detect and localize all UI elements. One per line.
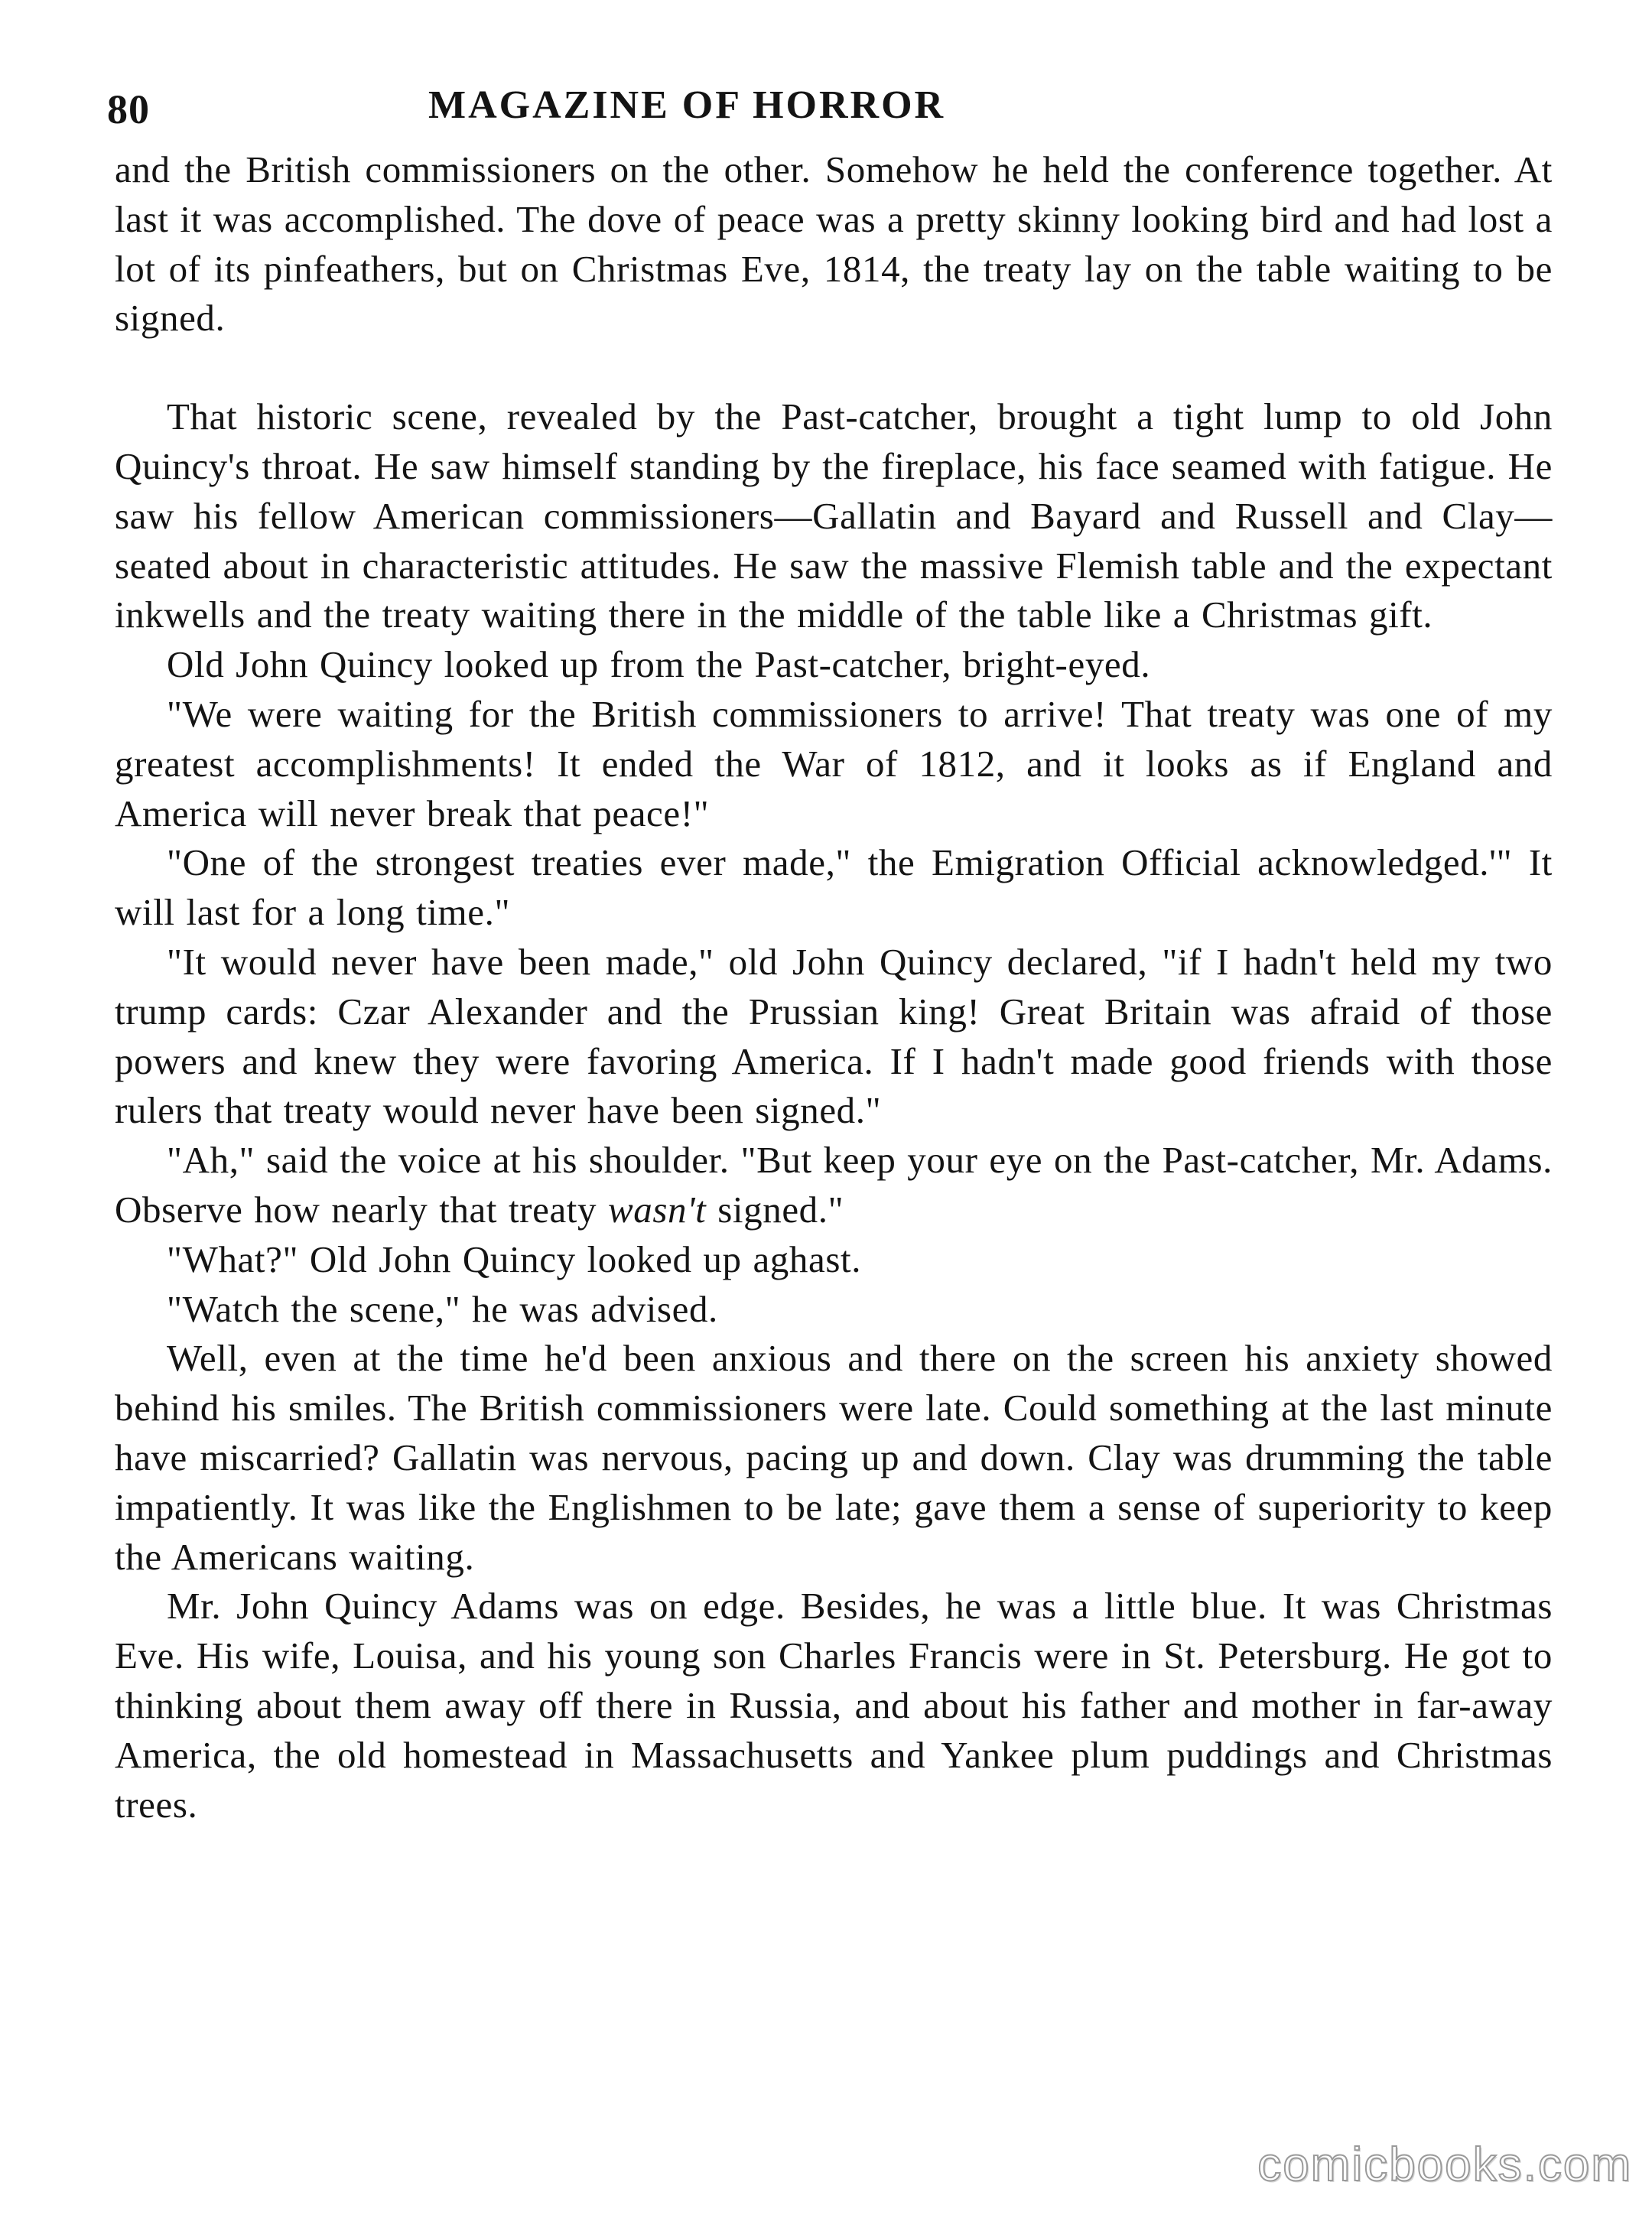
watermark-logo: comicbooks.com	[1257, 2138, 1632, 2191]
paragraph-2: That historic scene, revealed by the Past-catcher, brought a tight lump to old John Quincy's throat. He saw himself standing by the fireplace, his face seamed with fatigue. He saw his fellow American commissioners—Gallatin and Bayard and Russell and Clay—seated about in characteristic attitudes. He saw the massive Flemish table and the expectant inkwells and the treaty waiting there in the middle of the table like a Christmas gift.	[115, 395, 1553, 636]
paragraph-8: "What?" Old John Quincy looked up aghast.	[167, 1237, 862, 1280]
paragraph-1: and the British commissioners on the other. Somehow he held the conference together. At last it was accomplished. The dove of peace was a pretty skinny looking bird and had lost a lot of its pinfeathers, but on Christmas Eve, 1814, the treaty lay on the table waiting to be signed.	[115, 148, 1553, 340]
emphasis-wasnt: wasn't	[607, 1188, 707, 1231]
paragraph-11: Mr. John Quincy Adams was on edge. Besides, he was a little blue. It was Christmas Eve. His wife, Louisa, and his young son Charles Francis were in St. Petersburg. He got to thinking about them away off there in Russia, and about his father and mother in far-away America, the old homestead in Massachusetts and Yankee plum puddings and Christmas trees.	[115, 1585, 1553, 1826]
paragraph-7-end: signed."	[706, 1188, 844, 1231]
paragraph-7	[115, 1136, 1553, 1235]
paragraph-4: "We were waiting for the British commissioners to arrive! That treaty was one of my greatest accomplishments! It ended the War of 1812, and it looks as if England and America will never break that peace!"	[115, 692, 1553, 834]
paragraph-6: "It would never have been made," old John Quincy declared, "if I hadn't held my two trump cards: Czar Alexander and the Prussian king! Great Britain was afraid of those powers and knew they were favoring America. If I hadn't made good friends with those rulers that treaty would never have been signed."	[115, 940, 1553, 1132]
page-header	[107, 83, 1553, 139]
paragraph-5: "One of the strongest treaties ever made," the Emigration Official acknowledged.'" It will last for a long time."	[115, 841, 1553, 934]
paragraph-10: Well, even at the time he'd been anxious and there on the screen his anxiety showed behind his smiles. The British commissioners were late. Could something at the last minute have miscarried? Gallatin was nervous, pacing up and down. Clay was drumming the table impatiently. It was like the Englishmen to be late; gave them a sense of superiority to keep the Americans waiting.	[115, 1337, 1553, 1578]
paragraph-7-text: "Ah," said the voice at his shoulder. "But keep your eye on the Past-catcher, Mr. Adams. Observe how nearly that treaty	[115, 1139, 1553, 1231]
story-text	[115, 145, 1553, 1829]
page-number: 80	[107, 86, 150, 132]
paragraph-3: Old John Quincy looked up from the Past-catcher, bright-eyed.	[167, 643, 1151, 686]
document-page	[107, 83, 1553, 1829]
running-title: MAGAZINE OF HORROR	[428, 83, 946, 127]
paragraph-9: "Watch the scene," he was advised.	[167, 1287, 718, 1330]
